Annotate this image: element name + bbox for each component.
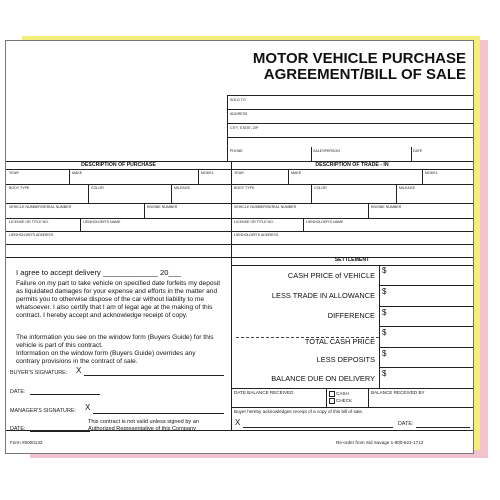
- phone-label: PHONE: [230, 149, 243, 153]
- title-line-1: MOTOR VEHICLE PURCHASE: [252, 50, 466, 67]
- purchase-mileage-label: MILEAGE: [174, 186, 190, 190]
- acknowledge-date-line[interactable]: [416, 427, 470, 428]
- trade-license-label: LICENSE OR TITLE NO.: [234, 220, 274, 224]
- acknowledge-text: Buyer hereby acknowledges receipt of a copy of this bill of sale.: [234, 409, 364, 414]
- form-title: [226, 51, 466, 83]
- acknowledge-signature-line[interactable]: [243, 427, 393, 428]
- trade-vin-label: VEHICLE NUMBER/SERIAL NUMBER: [234, 205, 297, 209]
- cash-price-label: CASH PRICE of VEHICLE: [287, 271, 375, 280]
- window-form-part-of-contract: The information you see on the window form (Buyers Guide) for this vehicle is part of this contract.: [16, 334, 214, 349]
- purchase-lienholder-label: LIENHOLDER'S NAME: [83, 220, 121, 224]
- trade-in-header: DESCRIPTION OF TRADE - IN: [315, 162, 389, 168]
- trade-color-label: COLOR: [314, 186, 327, 190]
- manager-signature-label: MANAGER'S SIGNATURE:: [10, 408, 76, 414]
- cash-price-dollar: $: [382, 266, 387, 275]
- buyer-date-label: DATE:: [10, 389, 26, 395]
- deposits-dollar: $: [382, 369, 387, 378]
- form-number: Form #6000133: [10, 440, 43, 445]
- purchase-make-label: MAKE: [72, 171, 83, 175]
- buyer-date-label-2: DATE:: [10, 426, 26, 432]
- address-label: ADDRESS: [230, 112, 248, 116]
- date-balance-received-label: DATE BALANCE RECEIVED: [234, 390, 294, 395]
- not-valid-notice: This contract is not valid unless signed by an Authorized Representative of this Company: [88, 419, 200, 432]
- sold-to-label: SOLD TO: [230, 98, 246, 102]
- cash-label: CASH: [336, 391, 349, 396]
- check-label: CHECK: [336, 398, 353, 403]
- blank-dollar: $: [382, 328, 387, 337]
- settlement-header: SETTLEMENT: [334, 257, 370, 263]
- trade-mileage-label: MILEAGE: [399, 186, 415, 190]
- acknowledge-date-label: DATE:: [398, 421, 414, 427]
- purchase-engine-label: ENGINE NUMBER: [147, 205, 178, 209]
- acknowledge-signature-x: X: [235, 418, 241, 427]
- title-line-2: AGREEMENT/BILL OF SALE: [263, 66, 466, 83]
- deposits-label: LESS DEPOSITS: [316, 355, 375, 364]
- trade-lienholder-label: LIENHOLDER'S NAME: [306, 220, 344, 224]
- purchase-license-label: LICENSE OR TITLE NO.: [9, 220, 49, 224]
- trade-engine-label: ENGINE NUMBER: [371, 205, 402, 209]
- date-label: DATE: [413, 149, 423, 153]
- purchase-body-label: BODY TYPE: [9, 186, 30, 190]
- total-cash-dollar: $: [382, 349, 387, 358]
- total-cash-label: TOTAL CASH PRICE: [304, 337, 375, 346]
- manager-signature-line[interactable]: [93, 413, 224, 414]
- purchase-model-label: MODEL: [201, 171, 214, 175]
- buyer-date-line[interactable]: [30, 394, 100, 395]
- cash-checkbox[interactable]: [329, 391, 335, 397]
- trade-lien-address-label: LIENHOLDER'S ADDRESS: [234, 233, 279, 237]
- check-checkbox[interactable]: [329, 398, 335, 404]
- balance-due-label: BALANCE DUE ON DELIVERY: [271, 374, 375, 383]
- purchase-header: DESCRIPTION OF PURCHASE: [81, 162, 156, 168]
- purchase-vin-label: VEHICLE NUMBER/SERIAL NUMBER: [9, 205, 72, 209]
- trade-allowance-label: LESS TRADE IN ALLOWANCE: [271, 291, 375, 300]
- buyer-signature-label: BUYER'S SIGNATURE:: [10, 370, 68, 376]
- trade-year-label: YEAR: [234, 171, 244, 175]
- difference-dollar: $: [382, 308, 387, 317]
- trade-allowance-dollar: $: [382, 287, 387, 296]
- trade-model-label: MODEL: [425, 171, 438, 175]
- buyer-signature-x: X: [76, 366, 82, 375]
- purchase-year-label: YEAR: [9, 171, 19, 175]
- difference-label: DIFFERENCE: [327, 311, 375, 320]
- trade-make-label: MAKE: [291, 171, 302, 175]
- city-state-zip-label: CITY, STATE, ZIP: [230, 126, 259, 130]
- manager-date-line[interactable]: [30, 431, 90, 432]
- manager-signature-x: X: [85, 403, 91, 412]
- bill-of-sale-form: [5, 40, 474, 454]
- purchase-lien-address-label: LIENHOLDER'S ADDRESS: [9, 233, 54, 237]
- balance-received-by-label: BALANCE RECEIVED BY: [371, 390, 425, 395]
- buyer-signature-line[interactable]: [84, 375, 224, 376]
- trade-body-label: BODY TYPE: [234, 186, 255, 190]
- purchase-color-label: COLOR: [91, 186, 104, 190]
- window-form-overrides: Information on the window form (Buyers Guide) overrides any contrary provisions in the contract of sale.: [16, 350, 196, 365]
- reorder-info: Re-order from Sid Savage 1-800-521-1712: [336, 440, 424, 445]
- salesperson-label: SALESPERSON: [313, 149, 340, 153]
- failure-paragraph: Failure on my part to take vehicle on specified date forfeits my deposit as liquidated damages for your expense and efforts in the matter and permits you to otherwise dispose of the car without liability to me whatsoever. I also certify that I am of legal age at the making of this contract. I hereby accept and acknowledge receipt of copy.: [16, 280, 221, 319]
- accept-delivery-line: I agree to accept delivery _____________ 20___: [16, 268, 182, 277]
